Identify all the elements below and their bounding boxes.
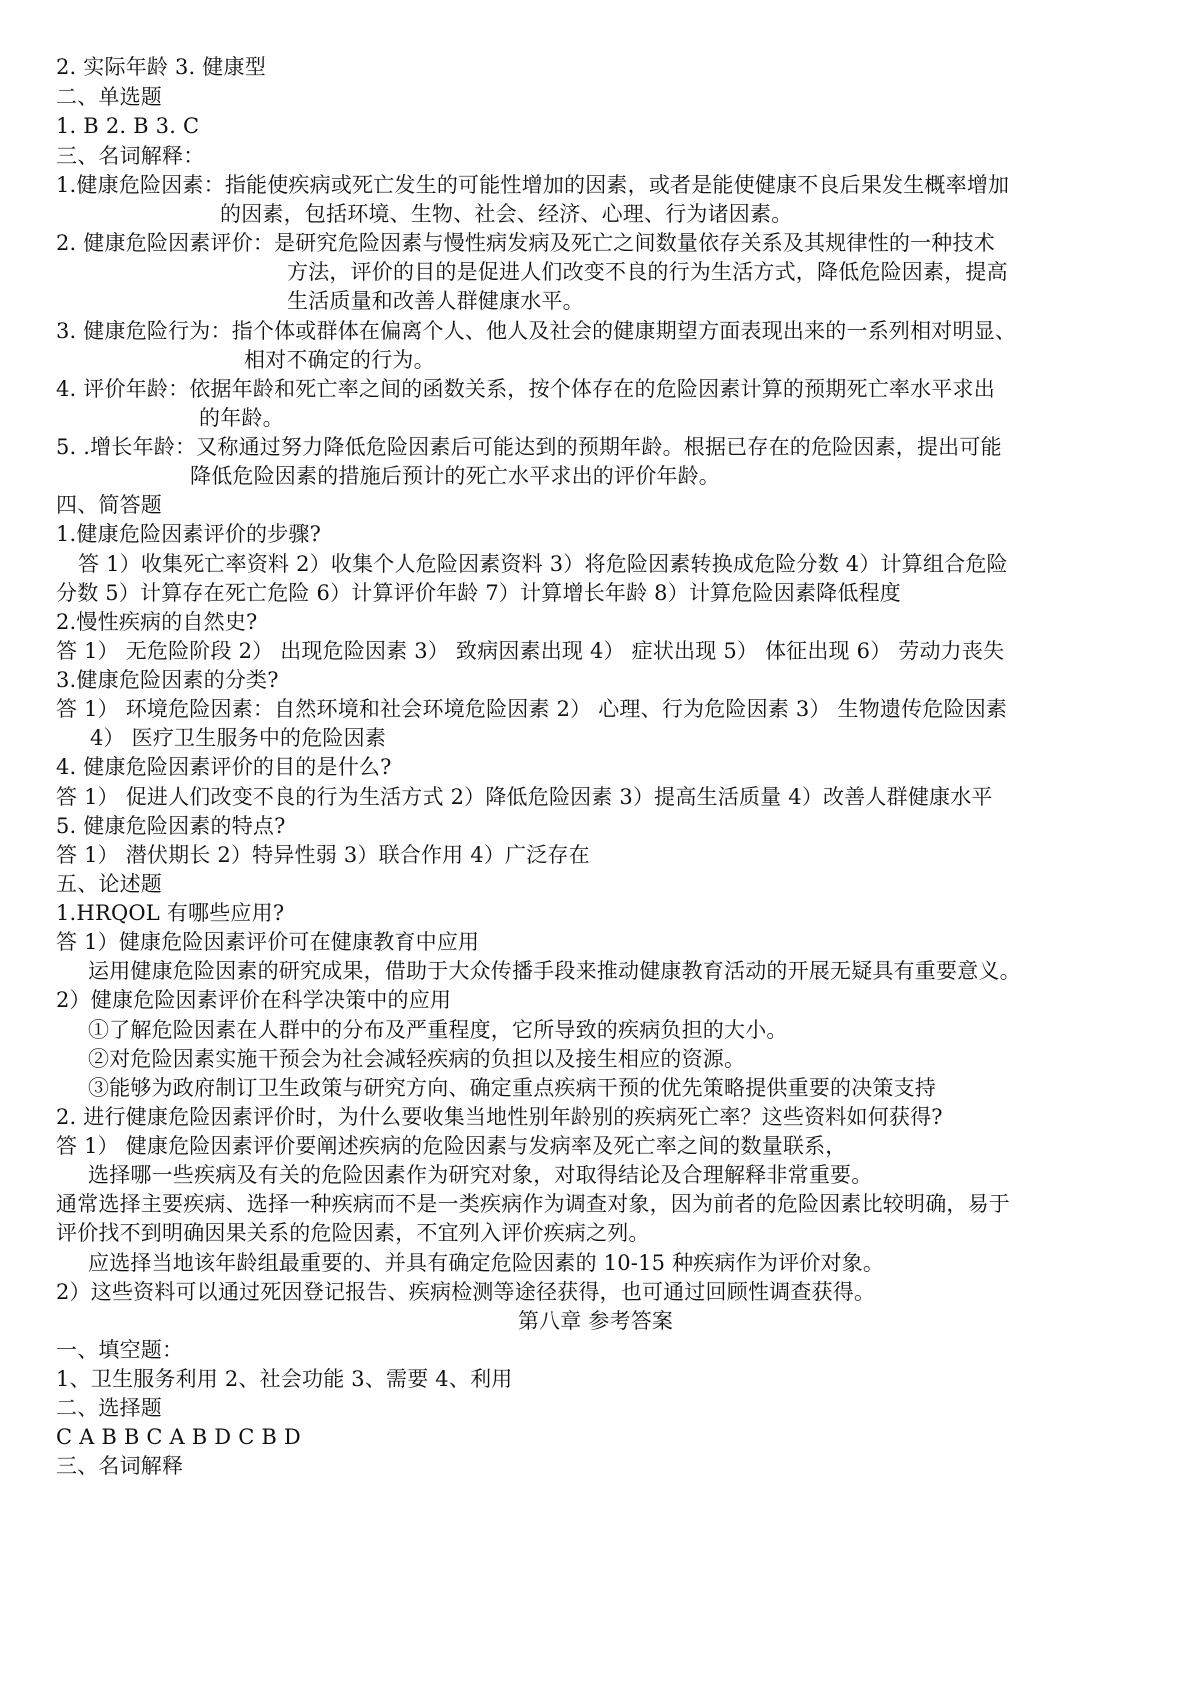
answer-line: 答 1）健康危险因素评价可在健康教育中应用: [56, 930, 480, 954]
answer-line: 2）这些资料可以通过死因登记报告、疾病检测等途径获得，也可通过回顾性调查获得。: [56, 1280, 876, 1304]
section-heading: 五、论述题: [56, 872, 162, 896]
answer-line: 应选择当地该年龄组最重要的、并具有确定危险因素的 10-15 种疾病作为评价对象。: [88, 1251, 885, 1275]
text-line: 3. 健康危险行为：指个体或群体在偏离个人、他人及社会的健康期望方面表现出来的一系列相对明显、: [56, 319, 1017, 343]
text-line: C A B B C A B D C B D: [56, 1425, 301, 1449]
text-line: 4. 评价年龄：依据年龄和死亡率之间的函数关系，按个体存在的危险因素计算的预期死亡率水平求出: [56, 377, 995, 401]
text-line: 生活质量和改善人群健康水平。: [287, 289, 584, 313]
text-line: 方法，评价的目的是促进人们改变不良的行为生活方式，降低危险因素，提高: [287, 260, 1008, 284]
text-line: 的因素，包括环境、生物、社会、经济、心理、行为诸因素。: [220, 202, 793, 226]
text-line: 2. 健康危险因素评价：是研究危险因素与慢性病发病及死亡之间数量依存关系及其规律性的一种技术: [56, 231, 995, 255]
answer-line: 答 1） 环境危险因素：自然环境和社会环境危险因素 2） 心理、行为危险因素 3） 生物遗传危险因素: [56, 697, 1008, 721]
section-heading: 四、简答题: [56, 493, 162, 517]
section-heading: 三、名词解释: [56, 1454, 184, 1478]
chapter-title: 第八章 参考答案: [517, 1309, 674, 1333]
text-line: 1.健康危险因素：指能使疾病或死亡发生的可能性增加的因素，或者是能使健康不良后果发生概率增加: [56, 173, 1010, 197]
answer-line: 2）健康危险因素评价在科学决策中的应用: [56, 988, 452, 1012]
answer-line: ①了解危险因素在人群中的分布及严重程度，它所导致的疾病负担的大小。: [88, 1018, 788, 1042]
text-line: 5. .增长年龄：又称通过努力降低危险因素后可能达到的预期年龄。根据已存在的危险因素，提出可能: [56, 435, 1002, 459]
answer-line: 运用健康危险因素的研究成果，借助于大众传播手段来推动健康教育活动的开展无疑具有重要意义。: [88, 959, 1021, 983]
answer-line: ③能够为政府制订卫生政策与研究方向、确定重点疾病干预的优先策略提供重要的决策支持: [88, 1076, 936, 1100]
question-line: 2.慢性疾病的自然史?: [56, 610, 258, 634]
answer-line: 选择哪一些疾病及有关的危险因素作为研究对象，对取得结论及合理解释非常重要。: [88, 1163, 873, 1187]
question-line: 5. 健康危险因素的特点?: [56, 814, 286, 838]
section-heading: 一、填空题：: [56, 1338, 184, 1362]
answer-line: ②对危险因素实施干预会为社会减轻疾病的负担以及接生相应的资源。: [88, 1047, 746, 1071]
text-line: 1、卫生服务利用 2、社会功能 3、需要 4、利用: [56, 1367, 513, 1391]
question-line: 1.HRQOL 有哪些应用?: [56, 901, 285, 925]
question-line: 3.健康危险因素的分类?: [56, 668, 279, 692]
answer-line: 答 1） 无危险阶段 2） 出现危险因素 3） 致病因素出现 4） 症状出现 5） 体征出现 6） 劳动力丧失: [56, 639, 1005, 663]
text-line: 2. 实际年龄 3. 健康型: [56, 55, 266, 79]
answer-line: 通常选择主要疾病、选择一种疾病而不是一类疾病作为调查对象，因为前者的危险因素比较明确，易于: [56, 1192, 1010, 1216]
text-line: 1. B 2. B 3. C: [56, 114, 200, 138]
answer-line: 答 1） 潜伏期长 2）特异性弱 3）联合作用 4）广泛存在: [56, 843, 590, 867]
section-heading: 三、名词解释：: [56, 144, 205, 168]
answer-line: 答 1） 健康危险因素评价要阐述疾病的危险因素与发病率及死亡率之间的数量联系，: [56, 1134, 847, 1158]
section-heading: 二、选择题: [56, 1396, 162, 1420]
question-line: 4. 健康危险因素评价的目的是什么?: [56, 755, 392, 779]
answer-line: 评价找不到明确因果关系的危险因素，不宜列入评价疾病之列。: [56, 1221, 650, 1245]
text-line: 的年龄。: [199, 406, 284, 430]
text-line: 降低危险因素的措施后预计的死亡水平求出的评价年龄。: [190, 464, 720, 488]
text-line: 相对不确定的行为。: [244, 348, 435, 372]
section-heading: 二、单选题: [56, 85, 162, 109]
answer-line: 答 1） 促进人们改变不良的行为生活方式 2）降低危险因素 3）提高生活质量 4）改善人群健康水平: [56, 785, 993, 809]
answer-line: 答 1）收集死亡率资料 2）收集个人危险因素资料 3）将危险因素转换成危险分数 4）计算组合危险: [78, 552, 1008, 576]
answer-line: 4） 医疗卫生服务中的危险因素: [90, 726, 387, 750]
question-line: 1.健康危险因素评价的步骤?: [56, 522, 322, 546]
answer-line: 分数 5）计算存在死亡危险 6）计算评价年龄 7）计算增长年龄 8）计算危险因素降低程度: [56, 581, 901, 605]
question-line: 2. 进行健康危险因素评价时，为什么要收集当地性别年龄别的疾病死亡率？这些资料如何获得?: [56, 1105, 943, 1129]
